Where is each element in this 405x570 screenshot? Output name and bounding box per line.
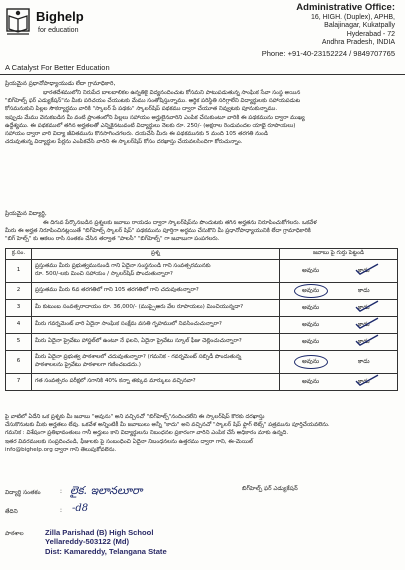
phone-number: Phone: +91-40-23152224 / 9849707765 xyxy=(261,48,395,58)
address-line: Hyderabad - 72 xyxy=(346,30,395,38)
stamp-line: Dist: Kamareddy, Telangana State xyxy=(45,546,167,556)
intro-paragraph xyxy=(5,89,400,146)
outro-line: ఇతర వివరములకు సంప్రదించండి, ఫీజులకు పై సంబంధించి ఏదైనా నిబంధనలను ఉత్తరము ద్వారా గాని, ఈ-మెయిల్ xyxy=(5,438,253,445)
brand-name: Bighelp xyxy=(36,9,84,24)
answer-cell[interactable] xyxy=(280,317,398,334)
question-text: గత సంవత్సరం పరీక్షలో సగానికి 40% కన్నా తక్కువ మార్కులు వచ్చినవా? xyxy=(35,378,196,385)
student-line: మీరు ఈ అర్హత నిరూపించినట్లయితే "బిగ్‌హెల్ప్ స్కాలర్ షిప్" పథకమును పూర్తిగా అర్థము చేసుకొని మీ ప్రధానోపాధ్యాయునికి లేదా గ్రామాధికారికి xyxy=(5,228,311,235)
question-cell xyxy=(32,260,280,283)
intro-line: ఉద్దేశ్యము. ఈ పథకములో తగిన అర్హతలతో ఎన్నికైనటువంటి విద్యార్థులు నెలకు రూ. 250/- (అక్షరాల రెండువందల యాభై రూపాయలు) xyxy=(5,122,296,129)
answer-yes[interactable]: అవును xyxy=(302,321,320,329)
question-text: ప్రస్తుతము మీరు ప్రభుత్వమునుండి గాని ఏదైనా సంస్థనుండి గాని సంవత్సరమునకు xyxy=(35,263,211,270)
header-divider xyxy=(0,74,405,75)
question-cell xyxy=(32,374,280,391)
address-line: Andhra Pradesh, INDIA xyxy=(321,39,395,47)
question-text: ప్రస్తుతము మీరు 6వ తరగతిలో గాని 105 తరగతిలో గాని చదువుతున్నారా? xyxy=(35,287,199,294)
question-text: రూ. 500/-లకు మించి సహాయం / స్కాలర్‌షిప్ పొందుతున్నారా? xyxy=(35,271,173,277)
intro-line: ఇప్పుడు మేము వెనుకబడిన మీ వంటి ప్రాంతంలోని పిల్లలు సహాయం అర్హులైనవారిని ఎంపిక చేసుకుంటూ వారికి ఈ పథకమును ద్వారా ముఖ్య xyxy=(5,114,305,121)
answer-no[interactable]: కాదు xyxy=(358,321,370,329)
table-row xyxy=(6,334,398,351)
question-text: మీ కుటుంబ సంవత్సరాదాయం రూ. 36,000/- (ముప్పైఆరు వేల రూపాయలు) మించియున్నదా? xyxy=(35,304,244,311)
intro-salutation: ప్రియమైన ప్రధానోపాధ్యాయుడు లేదా గ్రామాధికారి, xyxy=(5,81,116,87)
eligibility-table xyxy=(5,248,398,391)
row-number: 2 xyxy=(6,283,32,300)
student-line: ఈ దిగువ పేర్కొనబడిన ప్రశ్నలకు జవాబు రాయడం ద్వారా స్కాలర్‌షిప్‌ను పొందుటకు తగిన అర్హతను నిరూపించుకోగలరు. ఒకవేళ xyxy=(43,220,317,226)
checkmark-icon xyxy=(354,299,380,317)
question-text: మీరు ఏదైనా ప్రభుత్వ పాఠశాలలో చదువుతున్నారా? (గమనిక - గవర్నమెంట్ సబ్సిడీ పొందుతున్న xyxy=(35,354,242,361)
table-header-row xyxy=(6,249,398,260)
stamp-line: Zilla Parishad (B) High School xyxy=(45,528,154,537)
student-salutation: ప్రియమైన విద్యార్థి, xyxy=(5,211,47,217)
office-address xyxy=(245,4,395,59)
column-header-question: ప్రశ్న xyxy=(32,249,280,260)
answer-cell[interactable] xyxy=(280,300,398,317)
address-line: Balajinagar, Kukatpally xyxy=(324,22,395,30)
question-text: పాఠశాలలను ప్రైవేటు పాఠశాలగా గణించబడదు.) xyxy=(35,362,141,368)
outro-paragraph xyxy=(5,413,400,454)
answer-yes[interactable]: అవును xyxy=(302,338,320,346)
intro-line: భారతదేశములోని నిరుపేద బాలబాలికల ఉన్నతికై విద్యనందించుట కోసమని పాటుపడుతున్న సాంఘిక సేవా సంస్థ అయిన xyxy=(43,90,301,96)
address-line: 16, HIGH. (Duplex), APHB, xyxy=(310,13,395,21)
question-cell xyxy=(32,283,280,300)
intro-line: చదువుతున్న విద్యార్థుల పేర్లను ఎంపికచేసి వారిని ఈ స్కాలర్‌షిప్ కోసం దరఖాస్తు చేయవలసిందిగా కోరుచున్నాం. xyxy=(5,139,243,146)
outro-line: గమనిక : విశేషంగా ప్రతిభావంతులు గానీ అర్హులు కాని విద్యార్థులను నిబంధనల ప్రకారంగా వారిని ఎంపిక చేసే అధికారం మాకు ఉన్నది. xyxy=(5,430,289,437)
answer-no[interactable]: కాదు xyxy=(358,287,370,295)
table-row xyxy=(6,374,398,391)
intro-line: కోసమనుకుని పిల్లల సౌకర్యార్థము వారికి "స్కాలర్ పే పథకం" స్కాలర్‌షిప్ పథకము ద్వారా చేయూత నివ్వుటకు పూనుకున్నాము. xyxy=(5,106,278,113)
outro-line: చేసుకొనుటకు మీకు అర్హతలు లేవు. ఒకవేళ అన్నింటికీ మీ జవాబులు అన్నీ "కాదు" అని వచ్చినచో "స్కాలర్ షిప్ ఫ్లాగ్ లెట్స్" పత్రమును పూర్తిచేయవలెను. xyxy=(5,422,330,429)
brand-subtitle: for education xyxy=(38,27,79,34)
table-row xyxy=(6,283,398,300)
answer-yes[interactable]: అవును xyxy=(302,378,320,386)
question-text: మీరు ఏదైనా ప్రైవేటు హాస్టల్‌లో ఉంటూ నే ఫలని, ఏదైనా ప్రైవేటు స్కూల్‌ ఫీజు చెల్లించుచున్నారా? xyxy=(35,338,242,345)
row-number: 7 xyxy=(6,374,32,391)
column-header-answer: జవాబు పై గుర్తు పెట్టండి xyxy=(280,249,398,260)
answer-no[interactable]: కాదు xyxy=(358,338,370,346)
checkmark-icon xyxy=(354,316,380,334)
answer-cell[interactable] xyxy=(280,283,398,300)
intro-line: సహాయం ద్వారా వారి విద్యా జీవితమును కొనసాగించగలరు. దయచేసి మీరు ఈ పథకమునకు 5 మంది 105 తరగతి నుండి xyxy=(5,131,269,138)
answer-no[interactable]: కాదు xyxy=(358,304,370,312)
row-number: 5 xyxy=(6,334,32,351)
answer-cell[interactable] xyxy=(280,334,398,351)
answer-yes[interactable]: అవును xyxy=(302,304,320,312)
date-label: తేదిని xyxy=(5,509,18,515)
answer-no[interactable]: కాదు xyxy=(358,358,370,366)
office-heading: Administrative Office: xyxy=(296,2,395,13)
date-value: -d8 xyxy=(72,503,89,514)
student-line: "బిగ్ హెల్ప్" కు ఆకలం రాసి సంతకం చేసిన తర్వాత "పాలసీ" "బిగ్‌హెల్ప్" గా జవాబుగా పంపగలరు. xyxy=(5,236,220,243)
answer-no[interactable]: కాదు xyxy=(358,267,370,275)
outro-line: info@bighelp.org ద్వారా గాని తెలుపుకోవలెను. xyxy=(5,446,117,453)
open-book-logo-icon xyxy=(4,8,32,40)
table-row xyxy=(6,300,398,317)
answer-cell[interactable] xyxy=(280,260,398,283)
table-row xyxy=(6,351,398,374)
checkmark-icon xyxy=(354,262,380,280)
colon-separator: : xyxy=(60,489,62,495)
student-signature-label: విద్యార్థి సంతకం xyxy=(5,490,41,496)
answer-cell[interactable] xyxy=(280,351,398,374)
row-number: 6 xyxy=(6,351,32,374)
answer-cell[interactable] xyxy=(280,374,398,391)
checkmark-icon xyxy=(354,333,380,351)
answer-yes[interactable]: అవును xyxy=(302,358,320,366)
school-label: పాఠశాల xyxy=(5,531,24,537)
answer-no[interactable]: కాదు xyxy=(358,378,370,386)
table-row xyxy=(6,260,398,283)
answer-yes[interactable]: అవును xyxy=(302,267,320,275)
school-stamp xyxy=(45,528,167,556)
stamp-line: Yellareddy-503122 (Md) xyxy=(45,537,129,547)
question-cell xyxy=(32,317,280,334)
table-row xyxy=(6,317,398,334)
question-cell xyxy=(32,334,280,351)
column-header-sn: క్ర.సం. xyxy=(6,249,32,260)
colon-separator: : xyxy=(60,508,62,514)
student-paragraph xyxy=(5,219,400,244)
org-signature: బిగ్‌హెల్ప్ ఫర్ ఎడ్యుకేషన్ xyxy=(242,486,298,492)
question-cell xyxy=(32,351,280,374)
intro-line: "బిగ్‌హెల్ప్ ఫర్ ఎడ్యుకేషన్"ను మీకు పరిచయం చేయుటకు మేము సంతోషిస్తున్నాము. ఆర్థిక పరిస్థితి సరిగ్గాలేని విద్యార్థులకు సహాయపడుట xyxy=(5,98,301,105)
answer-yes[interactable]: అవును xyxy=(302,287,320,295)
question-cell xyxy=(32,300,280,317)
checkmark-icon xyxy=(354,373,380,391)
question-text: మీరు గవర్నమెంట్ వారి ఏదైనా సాంఘిక సంక్షేమ వసతి గృహములో నివసించుచున్నారా? xyxy=(35,321,222,328)
student-signature: లైక. ఇలానలూరా xyxy=(70,484,143,497)
row-number: 4 xyxy=(6,317,32,334)
outro-line: పై వాటిలో ఏదేని ఒక ప్రశ్నకు మీ జవాబు "అవును" అని వచ్చినచో "బిగ్‌హెల్ప్‌"నందించలేని ఈ స్కాలర్‌షిప్ కొరకు దరఖాస్తు xyxy=(5,414,265,420)
tagline: A Catalyst For Better Education xyxy=(5,63,110,72)
row-number: 3 xyxy=(6,300,32,317)
row-number: 1 xyxy=(6,260,32,283)
